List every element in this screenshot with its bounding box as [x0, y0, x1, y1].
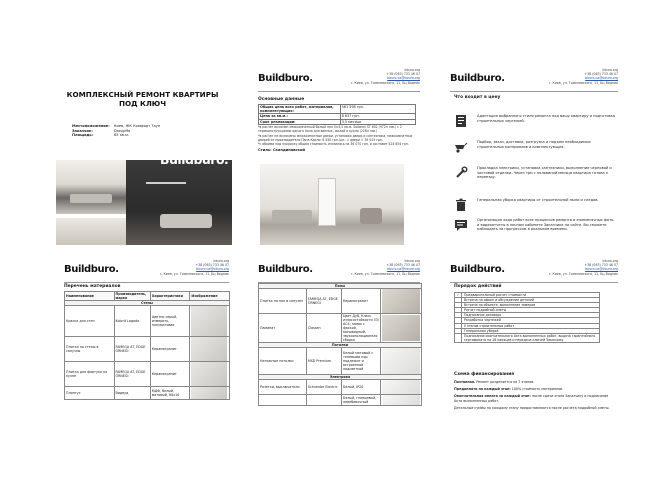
table-row	[259, 348, 422, 375]
check-cell	[455, 324, 462, 328]
phone: +38 (063) 733 46 07	[386, 72, 420, 77]
check-cell	[455, 298, 462, 302]
page-main-data	[246, 64, 424, 245]
material-image	[191, 387, 227, 399]
cell-maker: FAMEGA AT, EDGE ÖRNEĞİ	[306, 289, 341, 314]
cell-name: Плитка на пол в санузел	[259, 289, 307, 314]
row-value: 8 637 грн.	[340, 114, 415, 119]
info-value: 65 кв.м.	[114, 133, 129, 138]
row-value: 561 398 грн.	[340, 105, 415, 114]
cell-name: Краска для стен	[65, 306, 115, 337]
step-text: Предварительный расчет стоимости	[464, 293, 527, 297]
material-image	[382, 395, 420, 405]
phone: +38 (063) 733 46 07	[195, 263, 229, 268]
table-row	[259, 119, 416, 124]
category-label: Электрика	[259, 375, 422, 380]
cell-name: Ламинат	[259, 314, 307, 343]
phone: +38 (063) 733 46 07	[386, 263, 420, 268]
plans-icon	[454, 114, 468, 128]
cell-spec: Белый матовый с теневыми пор подлежит и встроенной подсветкой	[341, 348, 380, 375]
page-cover	[52, 64, 233, 245]
site-link[interactable]: bburo.org	[404, 259, 420, 263]
contacts	[549, 259, 618, 276]
cell-spec: Керамогранит	[150, 337, 190, 362]
page-materials-continued	[246, 255, 424, 436]
fin-line	[454, 394, 614, 402]
cell-maker: FAMEGA AT, EDGE ÖRNEĞİ	[114, 362, 150, 387]
info-value: Киев, ЖК Комфорт Таун	[114, 124, 161, 128]
table-row	[65, 337, 230, 362]
header-divider	[64, 282, 229, 283]
table-row	[259, 380, 422, 395]
info-label: Местоположение:	[72, 124, 110, 128]
step-text: Расчет подробной сметы	[464, 308, 507, 313]
item-text: Прокладка электрики, установка сантехники, выполнение черновой и чистовой отделки. Через три с половиной месяца квартира готова к переезду.	[477, 166, 612, 180]
cell-spec: Цветно серый, измерить, полуматовая	[150, 306, 190, 337]
material-image	[382, 289, 420, 313]
item-text: Генеральная уборка квартиры от строительной пыли и следов.	[477, 198, 599, 202]
table-row	[65, 362, 230, 387]
fin-line-bold: Поэтапная.	[454, 380, 476, 384]
item-text: Адаптация выбранного стиля ремонта под вашу квартиру и подготовка строительных чертежей.	[477, 114, 616, 123]
cell-spec: Белый, IP20	[341, 380, 380, 395]
list-item	[454, 140, 618, 154]
check-cell	[455, 313, 462, 317]
materials-table	[64, 291, 230, 400]
step-text: Встреча на офисе и обсуждение деталей	[464, 298, 535, 303]
section-heading: Порядок действий	[454, 284, 502, 289]
step-text: Подписание договора	[464, 313, 502, 318]
contacts	[549, 68, 618, 85]
page-header	[258, 68, 420, 90]
site-link[interactable]: bburo.org	[213, 259, 229, 263]
contacts	[351, 68, 420, 85]
contacts	[351, 259, 420, 276]
brand-logo: Buildburo.	[64, 264, 119, 275]
check-cell	[455, 329, 462, 333]
photo-logo: Buildburo.	[160, 152, 229, 167]
fin-line	[454, 380, 614, 384]
section-heading: Что входит в цену	[454, 95, 501, 100]
step-text: У этапов строительных работ	[464, 323, 515, 328]
material-image	[382, 315, 420, 341]
main-data	[258, 97, 416, 153]
trash-icon	[454, 198, 468, 212]
cell-name: Розетки, выключатели	[259, 380, 307, 395]
wheelbarrow-icon	[454, 140, 468, 154]
cell-spec: Белый, глянцевый, перебивочный	[341, 395, 380, 406]
financing-scheme	[454, 372, 614, 413]
table-row	[65, 306, 230, 337]
interior-photo-small	[56, 218, 126, 245]
address: г. Киев, ул. Гомелевского, 11, Бц Водник	[159, 271, 229, 276]
step-text: Разработка чертежей	[464, 318, 501, 323]
email-link[interactable]: bburo.ua@bburo.org	[387, 76, 420, 81]
cell-maker: Видвуд	[114, 387, 150, 400]
fin-line-text: 100% стоимость материалов.	[510, 387, 564, 392]
step-text: Генеральная уборка	[464, 328, 499, 333]
cell-maker: Schneider Electric	[306, 380, 341, 395]
info-label: Площадь:	[72, 133, 94, 138]
table-row	[259, 395, 422, 406]
list-item	[454, 218, 618, 232]
interior-photo-dark	[126, 160, 232, 245]
email-link[interactable]: bburo.ua@bburo.org	[585, 76, 618, 81]
cell-spec: Керамогранит	[150, 362, 190, 387]
interior-photo	[56, 160, 126, 214]
header-divider	[258, 91, 420, 92]
cell-name	[259, 395, 307, 406]
category-label: Полы	[259, 284, 422, 289]
list-item	[454, 166, 618, 180]
email-link[interactable]: bburo.ua@bburo.org	[196, 267, 229, 272]
price-table	[258, 104, 416, 125]
info-value: Drosgiffo	[114, 128, 131, 133]
step-text: Встреча на объекте, выполнение замеров	[464, 303, 536, 308]
check-cell	[455, 303, 462, 307]
col-header: Изображение	[190, 292, 230, 301]
style-label: Стиль: Скандинавский	[258, 148, 306, 153]
cell-maker: FAMEGA AT, EDGE ÖRNEĞİ	[114, 337, 150, 362]
cell-maker: Classen	[306, 314, 341, 343]
fin-line-text: Ремонт разделяется на 7 этапов.	[475, 380, 535, 384]
fin-line	[454, 387, 614, 391]
list-item	[454, 114, 618, 128]
table-row	[65, 387, 230, 400]
table-row	[259, 314, 422, 343]
phone: +38 (063) 733 46 07	[584, 263, 618, 268]
fin-line-bold: Окончательная оплата за каждый этап:	[454, 394, 531, 399]
col-header: Характеристики	[150, 292, 190, 301]
row-label: Срок реализации:	[259, 119, 341, 124]
cell-maker	[306, 395, 341, 406]
fin-line	[454, 406, 614, 410]
list-item	[455, 334, 599, 342]
phone: +38 (063) 733 46 07	[584, 72, 618, 77]
page-materials	[52, 255, 233, 436]
fin-line-text: Детальные суммы по каждому этапу предоставляются после расчета подробной сметы.	[454, 405, 610, 410]
chat-icon	[454, 218, 468, 232]
email-link[interactable]: bburo.ua@bburo.org	[585, 267, 618, 272]
wrench-icon	[454, 166, 468, 180]
fin-line-text: после сдачи этапа Заказчику и подписание Акта выполненных работ.	[454, 394, 609, 403]
site-link[interactable]: bburo.org	[602, 259, 618, 263]
brand-logo: Buildburo.	[450, 73, 505, 84]
col-header: Наименование	[65, 292, 115, 301]
note: *в расчет включен межкомнатный белый пол 5×4,5 кв.м. Solberni ST 602 (972× мм.) с 2 термоинструкциями одного пола для ванных, жилой в кухни (228× мм.)	[258, 124, 402, 133]
cell-name: Натяжные потолки	[259, 348, 307, 375]
address: г. Киев, ул. Гомелевского, 11, Бц Водник	[350, 80, 420, 85]
material-image	[191, 337, 227, 361]
cover-title: КОМПЛЕКСНЫЙ РЕМОНТ КВАРТИРЫ ПОД КЛЮЧ	[66, 90, 219, 108]
item-text: Организация хода работ всех процессов ремонта и ежемесячных фото- и видеоотчеты в личном кабинете Заказчика на сайте. Вы сможете наблюдать за прогрессом в реальном времени.	[477, 218, 615, 232]
page-header	[450, 68, 618, 90]
materials-table	[258, 283, 422, 406]
page-procedure	[446, 255, 622, 436]
brand-logo: Buildburo.	[450, 264, 505, 275]
cell-maker: MSD Premium	[306, 348, 341, 375]
cell-spec: МДФ, белый, матовый, 80x10	[150, 387, 190, 400]
material-image	[191, 306, 227, 336]
page-included	[446, 64, 622, 245]
page-header	[258, 259, 420, 281]
category-label: Потолки	[259, 343, 422, 348]
row-value: 3,5 месяца	[340, 119, 415, 124]
site-link[interactable]: bburo.org	[602, 68, 618, 72]
section-heading: Схема финансирования	[454, 372, 515, 377]
col-header: Производитель, марка	[114, 292, 150, 301]
material-image	[191, 362, 227, 386]
cell-maker: Kolorit Lagoda	[114, 306, 150, 337]
brand-logo: Buildburo.	[258, 264, 313, 275]
row-label: Цена за кв.м.:	[259, 114, 341, 119]
info-label: Заказчик:	[72, 128, 93, 133]
page-header	[64, 259, 229, 281]
check-cell	[455, 318, 462, 322]
email-link[interactable]: bburo.ua@bburo.org	[387, 267, 420, 272]
interior-photo	[260, 164, 404, 245]
check-cell	[455, 334, 462, 342]
step-text: Подписание окончательного Акта выполненных работ, выдача гарантийного сертификата на 18 месяцев и передача ключей Заказчику	[464, 333, 596, 342]
cell-spec: Цвет Дуб, Класс износостойкости 33/АС4, замок с фаской, моновидный, звукоизоляционная сборка	[342, 314, 379, 342]
brand-logo: Buildburo.	[258, 73, 313, 84]
table-row	[259, 105, 416, 114]
material-image	[382, 380, 420, 394]
note: *с обоими под покраску общая стоимость снизилась на 36 070 грн. и составит 524 654 грн.	[258, 142, 409, 147]
cell-spec: Керамогранит	[341, 289, 380, 314]
site-link[interactable]: bburo.org	[404, 68, 420, 72]
address: г. Киев, ул. Гомелевского, 11, Бц Водник	[548, 271, 618, 276]
address: г. Киев, ул. Гомелевского, 11, Бц Водник	[548, 80, 618, 85]
check-cell	[455, 308, 462, 312]
list-item	[454, 198, 618, 212]
table-row	[259, 289, 422, 314]
category-label: Стены	[65, 301, 230, 306]
page-header	[450, 259, 618, 281]
section-heading: Основные данные	[258, 97, 305, 102]
table-header	[65, 292, 230, 301]
fin-line-bold: Предоплата на каждый этап:	[454, 387, 511, 392]
address: г. Киев, ул. Гомелевского, 11, Бц Водник	[350, 271, 420, 276]
note: *в расчет не включены межкомнатные двери, установка двери и сантехника, межкомнатных дверей от производителя Папа Карло: 8 550 грн./шт. = двери = 39 915 грн.	[258, 133, 413, 142]
row-label: Общая цена всех работ, материалов, комплектующих:	[259, 105, 341, 114]
section-heading: Перечень материалов	[64, 284, 121, 289]
contacts	[160, 259, 229, 276]
check-icon: ✓	[455, 293, 462, 297]
steps-list	[454, 292, 600, 343]
cell-name: Плинтус	[65, 387, 115, 400]
item-text: Подбор, заказ, доставка, разгрузка и подъем необходимых строительных материалов и комплектующих.	[477, 140, 591, 149]
project-info	[72, 124, 160, 138]
cell-name: Плитка на стены в санузлы	[65, 337, 115, 362]
header-divider	[450, 91, 618, 92]
cell-name: Плитка для фартука на кухне	[65, 362, 115, 387]
material-image	[382, 348, 420, 374]
header-divider	[450, 282, 618, 283]
